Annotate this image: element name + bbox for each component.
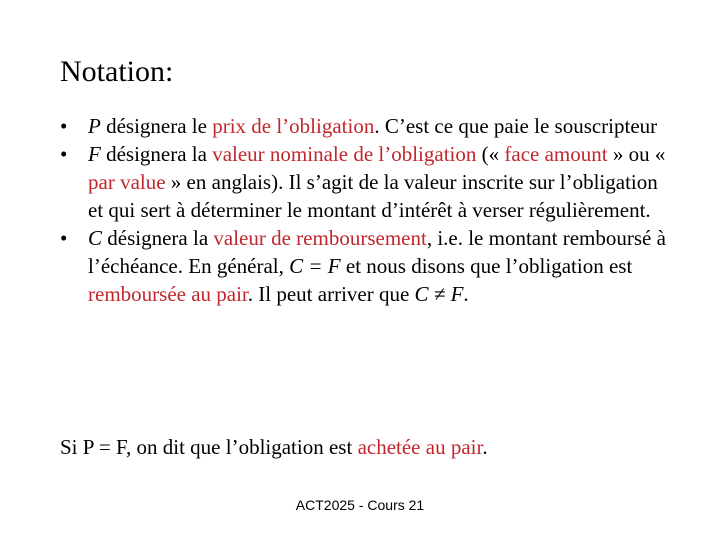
bullet-list — [60, 112, 670, 308]
term-achete-au-pair: achetée au pair — [357, 435, 483, 459]
term-rembourse-au-pair: remboursée au pair — [88, 282, 248, 306]
equation-c-equals-f: C = F — [289, 254, 341, 278]
variable-f: F — [88, 142, 101, 166]
variable-p: P — [88, 114, 101, 138]
variable-c: C — [88, 226, 103, 250]
equation-c-not-equal-f: C ≠ F — [414, 282, 464, 306]
term-face-amount: face amount — [504, 142, 608, 166]
summary-line: Si P = F, on dit que l’obligation est achetée au pair. — [60, 435, 488, 459]
term-par-value: par value — [88, 170, 166, 194]
term-valeur-remboursement: valeur de remboursement — [213, 226, 427, 250]
term-prix: prix de l’obligation — [212, 114, 375, 138]
slide-title: Notation: — [60, 55, 174, 88]
slide-footer: ACT2025 - Cours 21 — [295, 497, 425, 513]
bullet-item-redemption: • C désignera la valeur de remboursement, i.e. le montant remboursé à l’échéance. En général, C = F et nous disons que l’obligation est remboursée au pair. Il peut arriver que C ≠ F. — [60, 224, 670, 308]
bullet-item-face-value: • F désignera la valeur nominale de l’obligation (« face amount » ou « par value » en anglais). Il s’agit de la valeur inscrite sur l’obligation et qui sert à déterminer le montant d’intérêt à verser régulièrement. — [60, 140, 670, 224]
bullet-item-price: • P désignera le prix de l’obligation. C’est ce que paie le souscripteur — [60, 112, 670, 140]
term-valeur-nominale: valeur nominale de l’obligation — [212, 142, 477, 166]
